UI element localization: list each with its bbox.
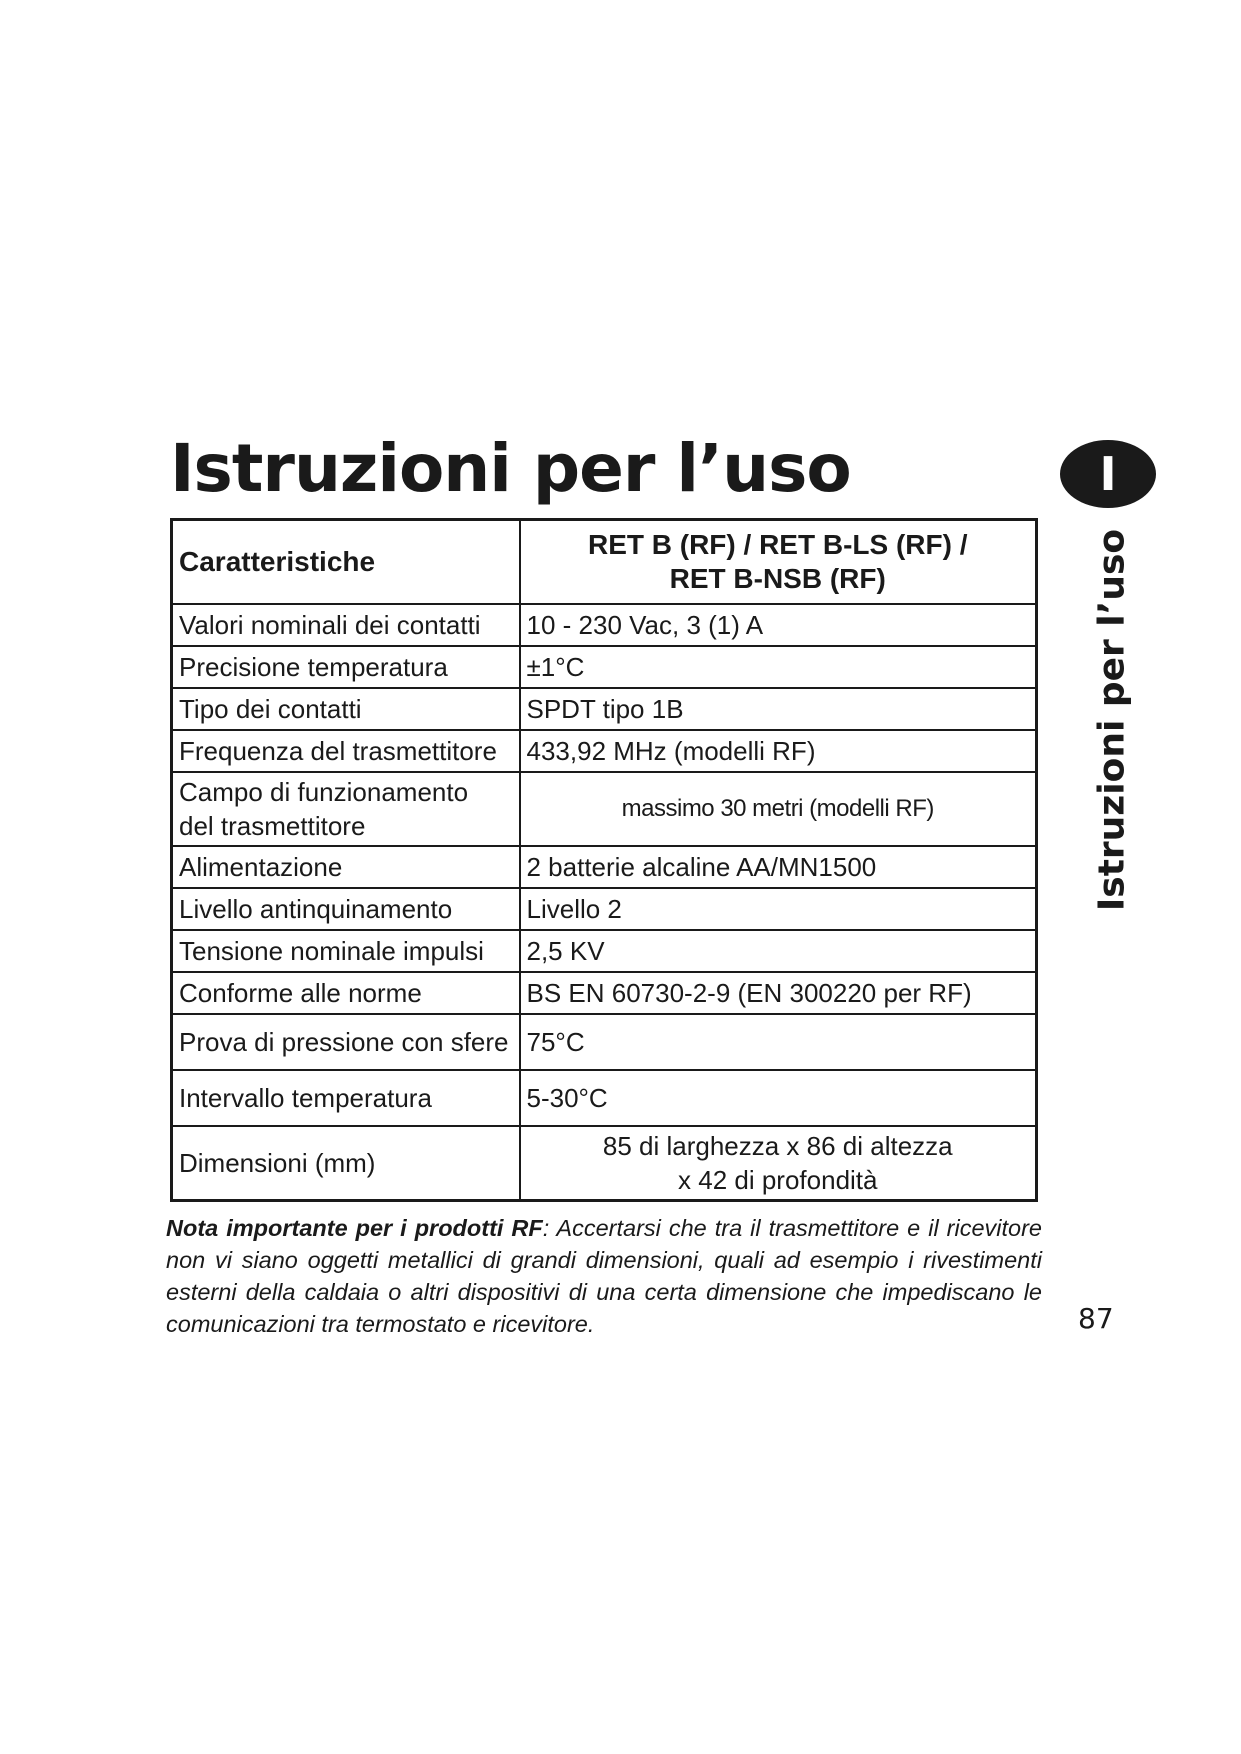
row-label: Intervallo temperatura xyxy=(172,1070,520,1126)
rf-note-title: Nota importante per i prodotti RF xyxy=(166,1215,543,1241)
row-value: ±1°C xyxy=(520,646,1037,688)
row-label: Precisione temperatura xyxy=(172,646,520,688)
rf-note xyxy=(166,1212,1042,1340)
row-value: 433,92 MHz (modelli RF) xyxy=(520,730,1037,772)
row-value: SPDT tipo 1B xyxy=(520,688,1037,730)
table-row xyxy=(172,604,1037,646)
row-label: Prova di pressione con sfere xyxy=(172,1014,520,1070)
rf-note-text: : Accertarsi che tra il trasmettitore e il ricevitore non vi siano oggetti metallici di grandi dimensioni, quali ad esempio i rivestimenti esterni della caldaia o altri dispositivi di una certa dimensione che impediscano le comunicazioni tra termostato e ricevitore. xyxy=(166,1215,1042,1337)
side-title: Istruzioni per l’uso xyxy=(1091,528,1133,912)
table-row xyxy=(172,772,1037,846)
row-label-line2: del trasmettitore xyxy=(179,811,366,841)
table-row xyxy=(172,1014,1037,1070)
page-title: Istruzioni per l’uso xyxy=(170,430,851,507)
row-value: 75°C xyxy=(520,1014,1037,1070)
table-row xyxy=(172,1126,1037,1200)
row-value-line2: x 42 di profondità xyxy=(678,1164,878,1195)
row-value: 2 batterie alcaline AA/MN1500 xyxy=(520,846,1037,888)
table-row xyxy=(172,1070,1037,1126)
row-label: Frequenza del trasmettitore xyxy=(172,730,520,772)
row-label: Tensione nominale impulsi xyxy=(172,930,520,972)
table-row xyxy=(172,688,1037,730)
row-value: massimo 30 metri (modelli RF) xyxy=(520,772,1037,846)
header-characteristics: Caratteristiche xyxy=(172,520,520,605)
table-row xyxy=(172,888,1037,930)
row-label: Tipo dei contatti xyxy=(172,688,520,730)
language-badge: I xyxy=(1060,440,1156,508)
row-label: Conforme alle norme xyxy=(172,972,520,1014)
specifications-table xyxy=(170,518,1038,1202)
header-models xyxy=(520,520,1037,605)
row-label: Dimensioni (mm) xyxy=(172,1126,520,1200)
row-label: Livello antinquinamento xyxy=(172,888,520,930)
row-label: Valori nominali dei contatti xyxy=(172,604,520,646)
row-label xyxy=(172,772,520,846)
header-models-line1: RET B (RF) / RET B-LS (RF) / xyxy=(587,529,968,560)
side-title-container xyxy=(1082,528,1142,912)
row-label-line1: Campo di funzionamento xyxy=(179,777,469,807)
header-models-line2: RET B-NSB (RF) xyxy=(669,563,886,594)
table-row xyxy=(172,846,1037,888)
table-row xyxy=(172,972,1037,1014)
row-value: 5-30°C xyxy=(520,1070,1037,1126)
page-number: 87 xyxy=(1078,1302,1114,1335)
row-label: Alimentazione xyxy=(172,846,520,888)
row-value: 10 - 230 Vac, 3 (1) A xyxy=(520,604,1037,646)
row-value: Livello 2 xyxy=(520,888,1037,930)
row-value-line1: 85 di larghezza x 86 di altezza xyxy=(602,1130,953,1161)
table-row xyxy=(172,646,1037,688)
table-header-row xyxy=(172,520,1037,605)
row-value: 2,5 KV xyxy=(520,930,1037,972)
table-row xyxy=(172,930,1037,972)
table-row xyxy=(172,730,1037,772)
row-value xyxy=(520,1126,1037,1200)
row-value: BS EN 60730-2-9 (EN 300220 per RF) xyxy=(520,972,1037,1014)
